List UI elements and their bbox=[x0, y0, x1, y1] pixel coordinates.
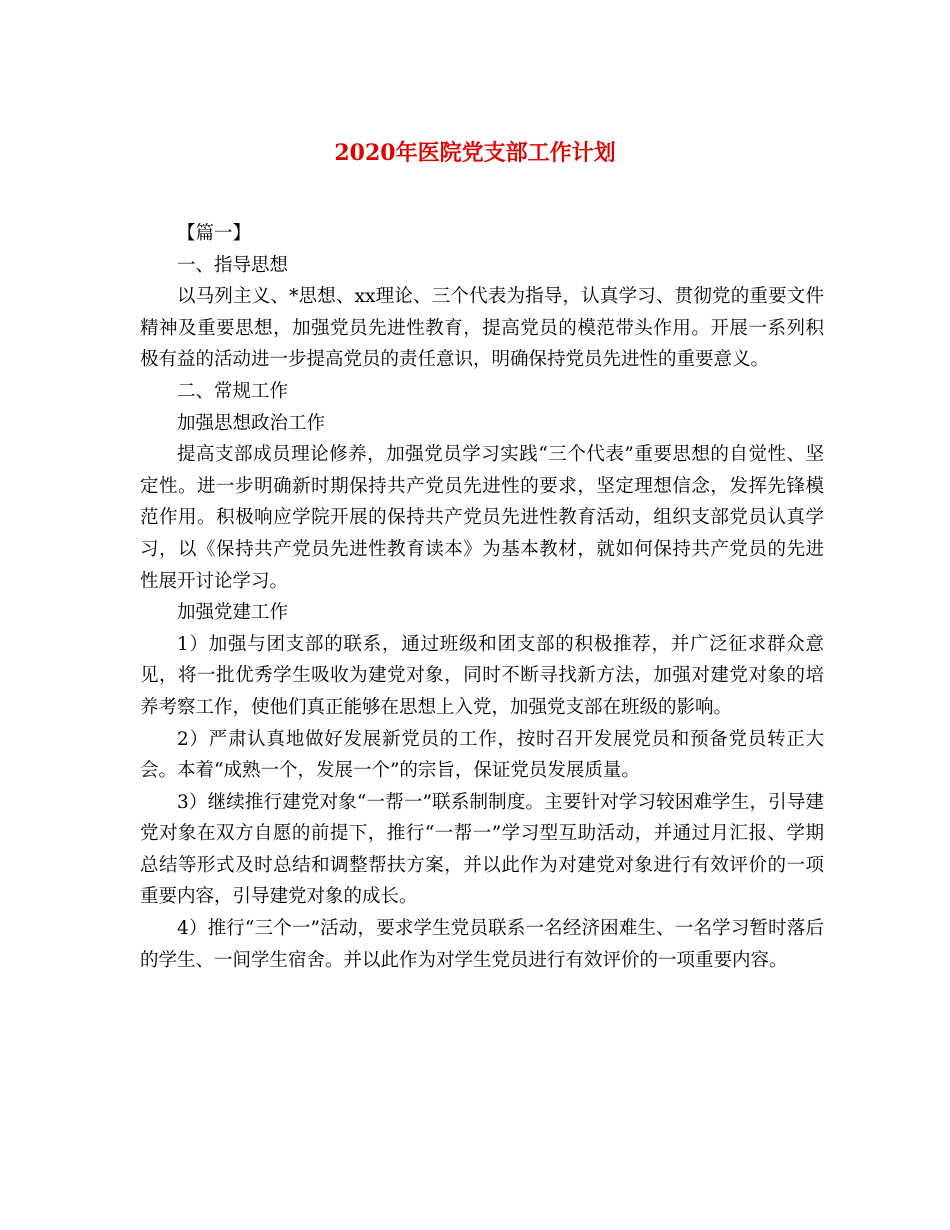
heading-routine-work: 二、常规工作 bbox=[177, 380, 289, 402]
list-item-4: 4）推行“三个一”活动，要求学生党员联系一名经济困难生、一名学习暂时落后的学生、一间学生宿舍。并以此作为对学生党员进行有效评价的一项重要内容。 bbox=[140, 918, 824, 971]
subheading-political-work: 加强思想政治工作 bbox=[177, 412, 326, 434]
list-item-3: 3）继续推行建党对象“一帮一”联系制制度。主要针对学习较困难学生，引导建党对象在双方自愿的前提下，推行“一帮一”学习型互助活动，并通过月汇报、学期总结等形式及时总结和调整帮扶方案，并以此作为对建党对象进行有效评价的一项重要内容，引导建党对象的成长。 bbox=[140, 791, 824, 908]
paragraph-political-work: 提高支部成员理论修养，加强党员学习实践“三个代表”重要思想的自觉性、坚定性。进一步明确新时期保持共产党员先进性的要求，坚定理想信念，发挥先锋模范作用。积极响应学院开展的保持共产党员先进性教育活动，组织支部党员认真学习，以《保持共产党员先进性教育读本》为基本教材，就如何保持共产党员的先进性展开讨论学习。 bbox=[140, 444, 824, 592]
paragraph-guiding-ideology: 以马列主义、*思想、xx理论、三个代表为指导，认真学习、贯彻党的重要文件精神及重要思想，加强党员先进性教育，提高党员的模范带头作用。开展一系列积极有益的活动进一步提高党员的责任意识，明确保持党员先进性的重要意义。 bbox=[140, 286, 824, 371]
list-item-2: 2）严肃认真地做好发展新党员的工作，按时召开发展党员和预备党员转正大会。本着“成熟一个，发展一个”的宗旨，保证党员发展质量。 bbox=[140, 728, 824, 782]
heading-guiding-ideology: 一、指导思想 bbox=[177, 254, 289, 276]
document-title: 2020年医院党支部工作计划 bbox=[334, 140, 616, 166]
list-item-1: 1）加强与团支部的联系，通过班级和团支部的积极推荐，并广泛征求群众意见，将一批优秀学生吸收为建党对象，同时不断寻找新方法，加强对建党对象的培养考察工作，使他们真正能够在思想上入党，加强党支部在班级的影响。 bbox=[140, 633, 824, 718]
subheading-party-building: 加强党建工作 bbox=[177, 602, 289, 624]
document-body bbox=[140, 218, 824, 976]
section-label: 【篇一】 bbox=[177, 223, 252, 244]
